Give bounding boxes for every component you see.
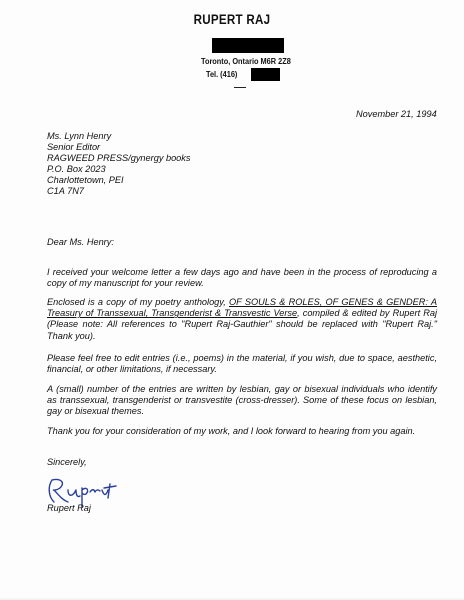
recipient-title: Senior Editor [47, 142, 101, 152]
paragraph-2 [47, 297, 437, 342]
letterhead-address: Toronto, Ontario M6R 2Z8 [201, 57, 291, 66]
paragraph-4: A (small) number of the entries are written by lesbian, gay or bisexual individuals who identify as transsexual, transgenderist or transvestite (cross-dresser). Some of these focus on lesbian, gay or bisexual themes. [47, 384, 437, 417]
paragraph-2-outro: , compiled & edited by Rupert Raj (Please note: All references to "Rupert Raj-Gauthier" should be replaced with "Rupert Raj." Thank you). [47, 308, 437, 341]
phone-prefix: Tel. (416) [206, 70, 238, 79]
paragraph-3: Please feel free to edit entries (i.e., poems) in the material, if you wish, due to space, aesthetic, financial, or other limitations, if necessary. [47, 353, 437, 375]
paragraph-1: I received your welcome letter a few days ago and have been in the process of reproducing a copy of my manuscript for your review. [47, 267, 437, 289]
letterhead-name: RUPERT RAJ [193, 12, 271, 27]
paragraph-2-intro: Enclosed is a copy of my poetry anthology, [47, 297, 229, 307]
salutation: Dear Ms. Henry: [47, 237, 114, 247]
signer-name: Rupert Raj [47, 503, 91, 513]
recipient-name: Ms. Lynn Henry [47, 131, 112, 141]
paragraph-5: Thank you for your consideration of my work, and I look forward to hearing from you again. [47, 426, 416, 436]
recipient-postal: C1A 7N7 [47, 186, 84, 196]
recipient-company: RAGWEED PRESS/gynergy books [47, 153, 191, 163]
recipient-city: Charlottetown, PEI [47, 175, 124, 185]
closing: Sincerely, [47, 457, 87, 467]
letterhead-divider [234, 87, 246, 88]
recipient-po-box: P.O. Box 2023 [47, 164, 106, 174]
redaction-bar-street [212, 38, 284, 53]
redaction-bar-phone [251, 68, 280, 81]
letterhead-phone [206, 70, 237, 79]
anthology-title: OF SOULS & ROLES, OF GENES & GENDER: A Treasury of Transsexual, Transgenderist & Transvestic Verse [47, 297, 437, 319]
letter-date: November 21, 1994 [356, 109, 437, 119]
